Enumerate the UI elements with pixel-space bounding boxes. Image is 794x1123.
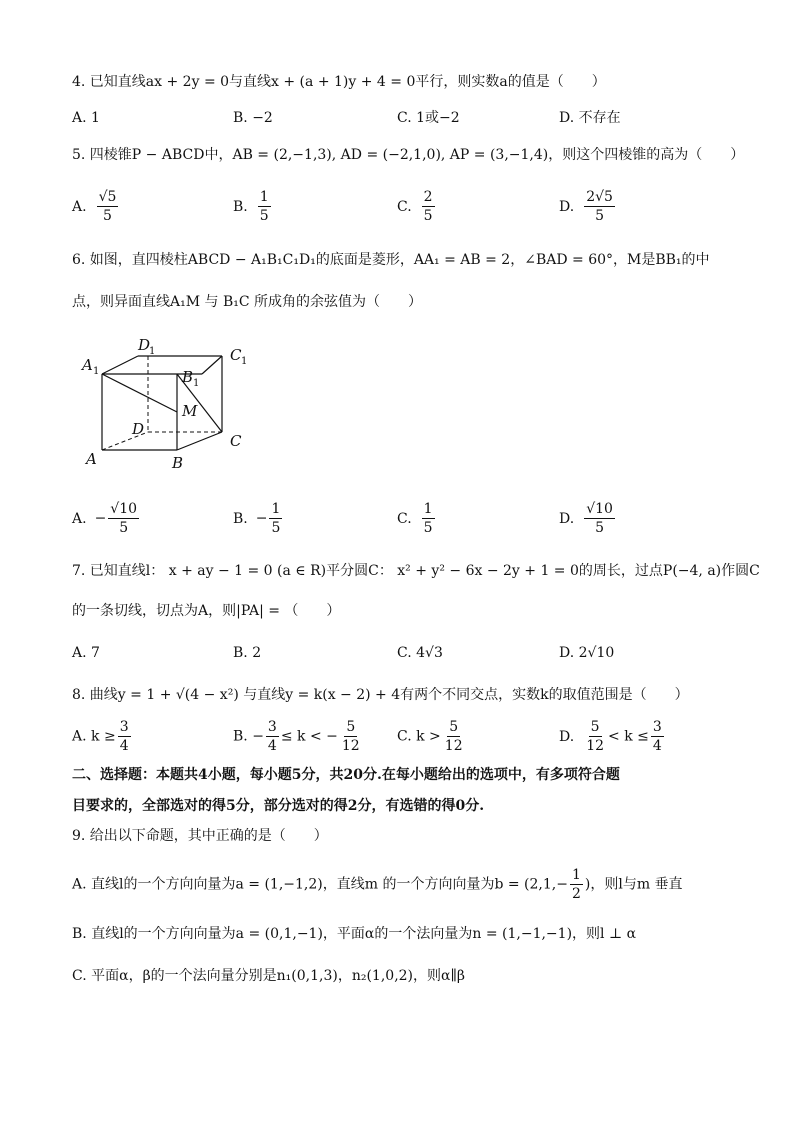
numerator: 1 (259, 189, 269, 205)
q4-option-d: D. 不存在 (559, 110, 621, 126)
q8-option-d (559, 718, 666, 755)
denominator: 4 (119, 738, 129, 754)
q5-stem: 5. 四棱锥P − ABCD中，AB = (2,−1,3), AD = (−2,1,0), AP = (3,−1,4)，则这个四棱锥的高为（ ） (72, 147, 745, 163)
numerator: 5 (590, 719, 600, 735)
label-A1-sub: 1 (93, 366, 100, 377)
denominator: 5 (103, 208, 112, 224)
denominator: 5 (271, 520, 281, 536)
option-label: A. (72, 198, 87, 215)
option-label: D. (559, 510, 575, 527)
q5-option-c (397, 188, 437, 225)
denominator: 12 (341, 738, 360, 754)
label-A1: A (82, 356, 93, 374)
fraction (108, 500, 139, 537)
fraction (97, 188, 119, 225)
fraction (584, 718, 606, 755)
numerator: √10 (586, 501, 613, 517)
option-label: C. (397, 198, 412, 215)
q6-stem-line2: 点，则异面直线A₁M 与 B₁C 所成角的余弦值为（ ） (72, 294, 423, 310)
q7-option-c: C. 4√3 (397, 645, 443, 661)
denominator: 4 (267, 738, 277, 754)
q9-option-c: C. 平面α，β的一个法向量分别是n₁(0,1,3)，n₂(1,0,2)，则α∥β (72, 968, 466, 984)
label-A: A (86, 450, 97, 468)
option-text: A. 直线l的一个方向向量为a = (1,−1,2)，直线m 的一个方向向量为b = (2,1,− (72, 876, 568, 893)
numerator: 2 (423, 189, 433, 205)
option-label: C. (397, 510, 412, 527)
denominator: 2 (571, 886, 581, 902)
option-prefix: C. k > (397, 728, 441, 745)
option-prefix: B. − (233, 728, 264, 745)
q8-option-b (233, 718, 364, 755)
option-prefix: A. k ≥ (72, 728, 116, 745)
q7-stem-line1: 7. 已知直线l： x + ay − 1 = 0 (a ∈ R)平分圆C： x² + y² − 6x − 2y + 1 = 0的周长，过点P(−4, a)作圆C (72, 563, 760, 579)
denominator: 5 (423, 208, 433, 224)
minus-sign: − (255, 510, 268, 527)
fraction (443, 718, 465, 755)
fraction (422, 188, 435, 225)
label-D1-sub: 1 (149, 346, 156, 357)
q4-stem: 4. 已知直线ax + 2y = 0与直线x + (a + 1)y + 4 = 0平行，则实数a的值是（ ） (72, 74, 606, 90)
option-text-end: )，则l与m 垂直 (584, 876, 683, 893)
label-D1: D (138, 336, 151, 354)
numerator: 3 (119, 719, 129, 735)
q6-option-c (397, 500, 437, 537)
q9-option-b: B. 直线l的一个方向向量为a = (0,1,−1)，平面α的一个法向量为n = (1,−1,−1)，则l ⊥ α (72, 926, 637, 942)
denominator: 12 (586, 738, 605, 754)
fraction (570, 866, 583, 903)
label-C1: C (230, 346, 242, 364)
label-D: D (132, 420, 145, 438)
numerator: √5 (98, 189, 117, 205)
q5-option-d (559, 188, 617, 225)
option-label: D. (559, 198, 575, 215)
section2-header-line2: 目要求的，全部选对的得5分，部分选对的得2分，有选错的得0分. (72, 798, 485, 814)
q8-option-c (397, 718, 467, 755)
q7-option-b: B. 2 (233, 645, 262, 661)
inequality-text: ≤ k < − (280, 728, 338, 745)
label-B: B (172, 454, 184, 472)
q5-option-a (72, 188, 120, 225)
label-C1-sub: 1 (241, 356, 248, 367)
fraction (118, 718, 131, 755)
q5-option-b (233, 188, 273, 225)
q8-option-a (72, 718, 133, 755)
fraction (266, 718, 279, 755)
numerator: 1 (271, 501, 281, 517)
numerator: 5 (346, 719, 356, 735)
section2-header-line1: 二、选择题：本题共4小题，每小题5分，共20分.在每小题给出的选项中，有多项符合题 (72, 767, 620, 783)
numerator: 3 (267, 719, 277, 735)
q4-option-b: B. −2 (233, 110, 273, 126)
label-M: M (182, 402, 198, 420)
option-prefix: D. (559, 728, 575, 745)
denominator: 4 (652, 738, 662, 754)
q6-option-b (233, 500, 284, 537)
numerator: 1 (571, 867, 581, 883)
numerator: 1 (423, 501, 433, 517)
q6-option-d (559, 500, 617, 537)
denominator: 5 (119, 520, 129, 536)
fraction (258, 188, 271, 225)
minus-sign: − (94, 510, 107, 527)
denominator: 5 (259, 208, 269, 224)
numerator: 2√5 (586, 189, 613, 205)
denominator: 12 (444, 738, 463, 754)
fraction (269, 500, 282, 537)
q9-option-a (72, 866, 683, 903)
numerator: 3 (652, 719, 662, 735)
q6-stem-line1: 6. 如图，直四棱柱ABCD − A₁B₁C₁D₁的底面是菱形，AA₁ = AB = 2，∠BAD = 60°，M是BB₁的中 (72, 252, 710, 268)
fraction (584, 500, 615, 537)
denominator: 5 (423, 520, 433, 536)
label-C: C (230, 432, 242, 450)
option-label: B. (233, 198, 248, 215)
option-label: B. (233, 510, 248, 527)
fraction (340, 718, 362, 755)
q7-option-a: A. 7 (72, 645, 100, 661)
option-label: A. (72, 510, 87, 527)
denominator: 5 (595, 208, 605, 224)
fraction (584, 188, 615, 225)
fraction (422, 500, 435, 537)
q7-option-d: D. 2√10 (559, 645, 615, 661)
q7-stem-line2: 的一条切线，切点为A，则|PA| = （ ） (72, 603, 341, 619)
q4-option-c: C. 1或−2 (397, 110, 460, 126)
q4-option-a: A. 1 (72, 110, 100, 126)
numerator: 5 (449, 719, 459, 735)
prism-figure (72, 332, 272, 472)
label-B1-sub: 1 (193, 378, 200, 389)
q8-stem: 8. 曲线y = 1 + √(4 − x²) 与直线y = k(x − 2) + 4有两个不同交点，实数k的取值范围是（ ） (72, 687, 689, 703)
q6-option-a (72, 500, 141, 537)
label-B1: B (182, 368, 194, 386)
numerator: √10 (110, 501, 138, 517)
denominator: 5 (595, 520, 605, 536)
q9-stem: 9. 给出以下命题，其中正确的是（ ） (72, 828, 328, 844)
fraction (651, 718, 664, 755)
inequality-text: < k ≤ (608, 728, 649, 745)
